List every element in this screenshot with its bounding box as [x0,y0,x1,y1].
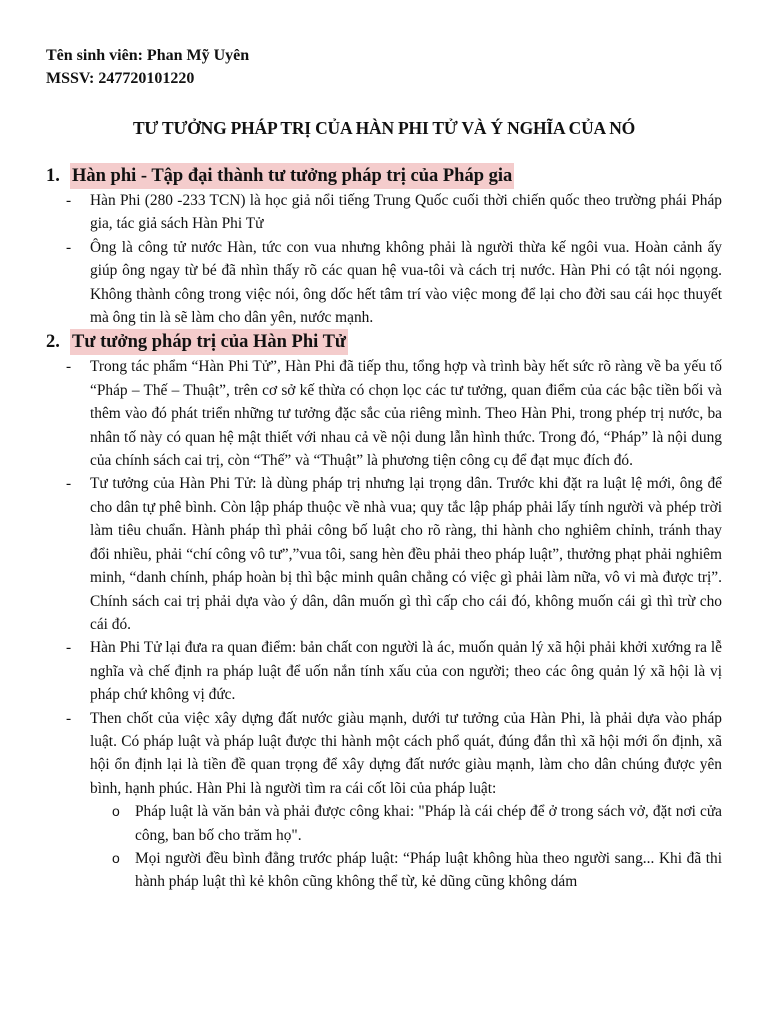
section-title-highlight: Hàn phi - Tập đại thành tư tưởng pháp trị của Pháp gia [70,163,514,189]
document-title: TƯ TƯỞNG PHÁP TRỊ CỦA HÀN PHI TỬ VÀ Ý NGHĨA CỦA NÓ [132,118,636,138]
section-number: 1. [46,166,60,186]
list-item: - Ông là công tử nước Hàn, tức con vua nhưng không phải là người thừa kế ngôi vua. Hoàn cảnh ấy giúp ông ngay từ bé đã nhìn thấy rõ các quan hệ vua-tôi và cách trị nước. Hàn Phi có tật nói ngọng. Không thành công trong việc nói, ông dốc hết tâm trí vào việc mong để lại cho đời sau cái học thuyết mà ông tin là sẽ làm cho dân yên, nước mạnh. [46,236,722,330]
section-title-highlight: Tư tưởng pháp trị của Hàn Phi Tử [70,329,348,355]
sub-list [90,800,722,894]
section-2-list [46,355,722,893]
list-item: - Hàn Phi (280 -233 TCN) là học giả nổi tiếng Trung Quốc cuối thời chiến quốc theo trường phái Pháp gia, tác giả sách Hàn Phi Tử [46,189,722,236]
list-item: - Trong tác phẩm “Hàn Phi Tử”, Hàn Phi đã tiếp thu, tổng hợp và trình bày hết sức rõ ràng về ba yếu tố “Pháp – Thế – Thuật”, trên cơ sở kế thừa có chọn lọc các tư tưởng, quan điểm của các bậc tiền bối và thêm vào đó phát triển những tư tưởng đặc sắc của riêng mình. Theo Hàn Phi, trong phép trị nước, ba nhân tố này có quan hệ mật thiết với nhau cả về nội dung lẫn hình thức. Trong đó, “Pháp” là nội dung của chính sách cai trị, còn “Thế” và “Thuật” là phương tiện công cụ để đạt mục đích đó. [46,355,722,472]
sub-list-item: o Pháp luật là văn bản và phải được công khai: "Pháp là cái chép để ở trong sách vở, đặt nơi cửa công, ban bố cho trăm họ". [46,800,722,847]
list-item: - Tư tưởng của Hàn Phi Tử: là dùng pháp trị nhưng lại trọng dân. Trước khi đặt ra luật lệ mới, ông để cho dân tự phê bình. Còn lập pháp thuộc về nhà vua; quy tắc lập pháp phải lấy tính người và phép trời làm tiêu chuẩn. Hành pháp thì phải công bố luật cho rõ ràng, thi hành cho nghiêm chỉnh, tránh thay đổi nhiều, phải “chí công vô tư”,”vua tôi, sang hèn đều phải theo pháp luật”, thưởng phạt phải nghiêm minh, “danh chính, pháp hoàn bị thì bậc minh quân chẳng có việc gì phải làm nữa, vô vi mà được trị”. Chính sách cai trị phải dựa vào ý dân, dân muốn gì thì cấp cho cái đó, không muốn cái gì thì trừ cho cái đó. [46,472,722,636]
section-heading-1 [46,163,722,189]
list-item-text: Then chốt của việc xây dựng đất nước giàu mạnh, dưới tư tưởng của Hàn Phi, là phải dựa vào pháp luật. Có pháp luật và pháp luật được thi hành một cách phổ quát, đúng đắn thì xã hội mới ổn định, xã hội ổn định lại là tiền đề quan trọng để xây dựng đất nước giàu mạnh, làm cho dân chúng được yên bình, hạnh phúc. Hàn Phi là người tìm ra cái cốt lõi của pháp luật: [90,709,722,797]
section-1-list [46,189,722,329]
list-item [46,707,722,894]
sub-list-item: o Mọi người đều bình đẳng trước pháp luật: “Pháp luật không hùa theo người sang... Khi đã thi hành pháp luật thì kẻ khôn cũng không thể từ, kẻ dũng cũng không dám [46,847,722,894]
list-item: - Hàn Phi Tử lại đưa ra quan điểm: bản chất con người là ác, muốn quản lý xã hội phải khởi xướng ra lễ nghĩa và chế định ra pháp luật để uốn nắn tính xấu của con người; theo các ông quản lý xã hội là vị pháp chứ không vị đức. [46,636,722,706]
student-id: MSSV: 247720101220 [46,70,195,87]
section-heading-2 [46,329,722,355]
section-number: 2. [46,332,60,353]
student-name: Tên sinh viên: Phan Mỹ Uyên [46,47,250,64]
